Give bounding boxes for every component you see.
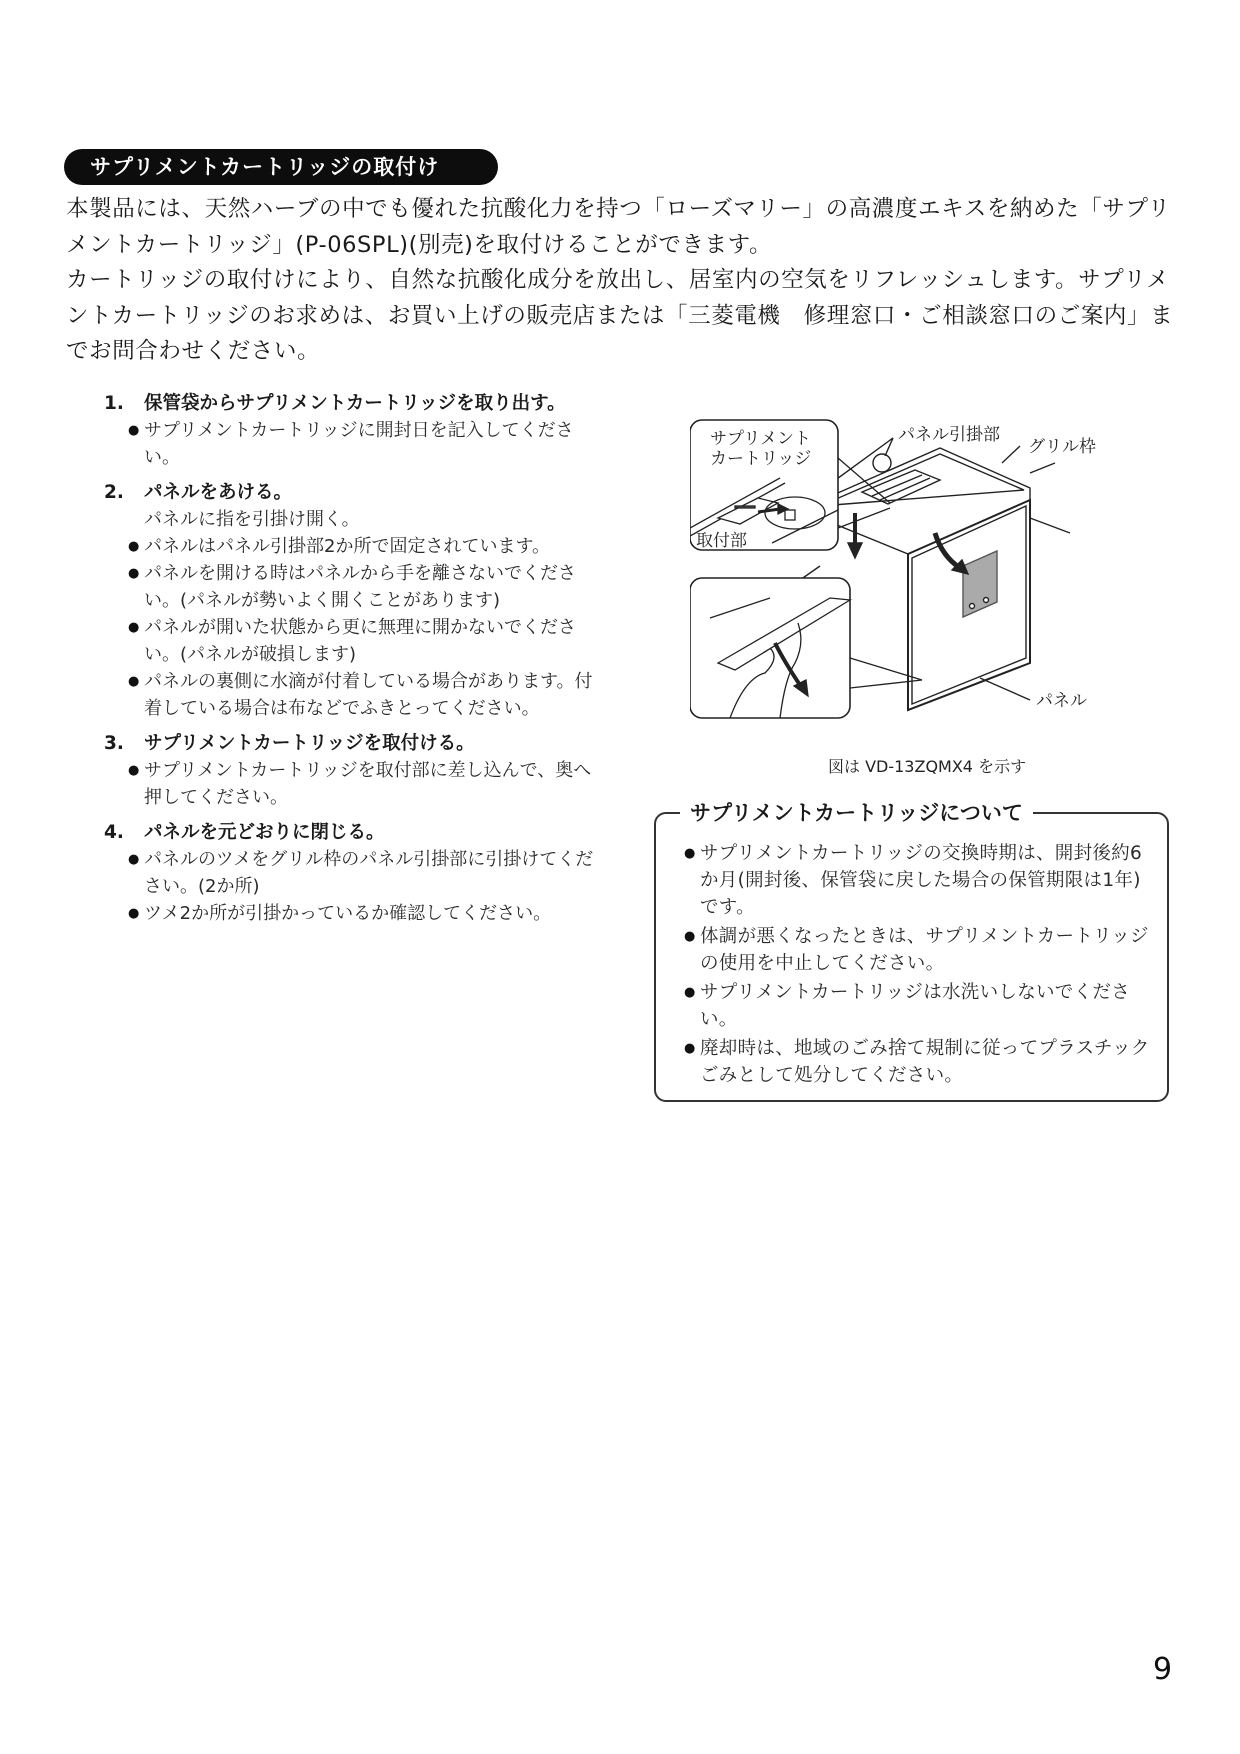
step-number: 2. (104, 482, 124, 503)
bullet-icon: ● (684, 1041, 696, 1056)
info-item: ● 廃却時は、地域のごみ捨て規制に従ってプラスチックごみとして処分してください。 (684, 1035, 1154, 1089)
bullet-icon: ● (128, 763, 140, 778)
bullet-icon: ● (684, 929, 696, 944)
info-item: ● 体調が悪くなったときは、サプリメントカートリッジの使用を中止してください。 (684, 923, 1154, 977)
step-number: 4. (104, 822, 124, 843)
bullet-item: ● ツメ2か所が引掛かっているか確認してください。 (104, 900, 604, 927)
info-box-title: サプリメントカートリッジについて (680, 798, 1033, 828)
bullet-item: ● パネルを開ける時はパネルから手を離さないでください。(パネルが勢いよく開くことがあります) (104, 560, 604, 614)
bullet-item: ● パネルが開いた状態から更に無理に開かないでください。(パネルが破損します) (104, 614, 604, 668)
label-mount: 取付部 (696, 531, 747, 550)
steps-list (104, 390, 604, 935)
label-cartridge-line2: カートリッジ (710, 449, 812, 468)
intro-paragraph-1: 本製品には、天然ハーブの中でも優れた抗酸化力を持つ「ローズマリー」の高濃度エキスを納めた「サプリメントカートリッジ」(P-06SPL)(別売)を取付けることができます。 (66, 196, 1171, 258)
bullet-item: ● サプリメントカートリッジを取付部に差し込んで、奥へ押してください。 (104, 757, 604, 811)
bullet-item: ● パネルのツメをグリル枠のパネル引掛部に引掛けてください。(2か所) (104, 846, 604, 900)
step-title: パネルをあける。 (144, 482, 293, 503)
bullet-icon: ● (128, 539, 140, 554)
step-3 (104, 730, 604, 811)
step-instruction: パネルに指を引掛け開く。 (144, 509, 360, 530)
bullet-icon: ● (684, 985, 696, 1000)
bullet-icon: ● (128, 852, 140, 867)
label-hook: パネル引掛部 (898, 425, 1000, 444)
info-item: ● サプリメントカートリッジの交換時期は、開封後約6か月(開封後、保管袋に戻した場合の保管期限は1年)です。 (684, 840, 1154, 921)
intro-paragraph-2: カートリッジの取付けにより、自然な抗酸化成分を放出し、居室内の空気をリフレッシュします。サプリメントカートリッジのお求めは、お買い上げの販売店または「三菱電機 修理窓口・ご相談窓口のご案内」までお問合わせください。 (66, 267, 1174, 364)
step-number: 3. (104, 733, 124, 754)
step-title: サプリメントカートリッジを取付ける。 (144, 733, 475, 754)
bullet-item: ● パネルの裏側に水滴が付着している場合があります。付着している場合は布などでふきとってください。 (104, 668, 604, 722)
bullet-icon: ● (128, 674, 140, 689)
info-item: ● サプリメントカートリッジは水洗いしないでください。 (684, 979, 1154, 1033)
step-title: 保管袋からサプリメントカートリッジを取り出す。 (144, 393, 566, 414)
bullet-item: ● サプリメントカートリッジに開封日を記入してください。 (104, 417, 604, 471)
bullet-icon: ● (128, 906, 140, 921)
step-title: パネルを元どおりに閉じる。 (144, 822, 385, 843)
cartridge-info-box (654, 801, 1169, 1102)
step-2 (104, 479, 604, 722)
bullet-icon: ● (128, 423, 140, 438)
installation-illustration (690, 418, 1160, 738)
bullet-icon: ● (128, 620, 140, 635)
figure-caption: 図は VD-13ZQMX4 を示す (828, 757, 1027, 776)
info-list (684, 840, 1154, 1091)
bullet-item: ● パネルはパネル引掛部2か所で固定されています。 (104, 533, 604, 560)
intro-text (66, 192, 1186, 370)
bullet-icon: ● (684, 846, 696, 861)
step-number: 1. (104, 393, 124, 414)
grille-panel-diagram-icon (690, 418, 1160, 738)
step-1 (104, 390, 604, 471)
label-grille: グリル枠 (1028, 437, 1096, 456)
section-heading: サプリメントカートリッジの取付け (64, 149, 498, 185)
step-4 (104, 819, 604, 927)
label-cartridge-line1: サプリメント (710, 429, 811, 448)
bullet-icon: ● (128, 566, 140, 581)
label-panel: パネル (1036, 691, 1087, 710)
page-number: 9 (1153, 1652, 1173, 1687)
